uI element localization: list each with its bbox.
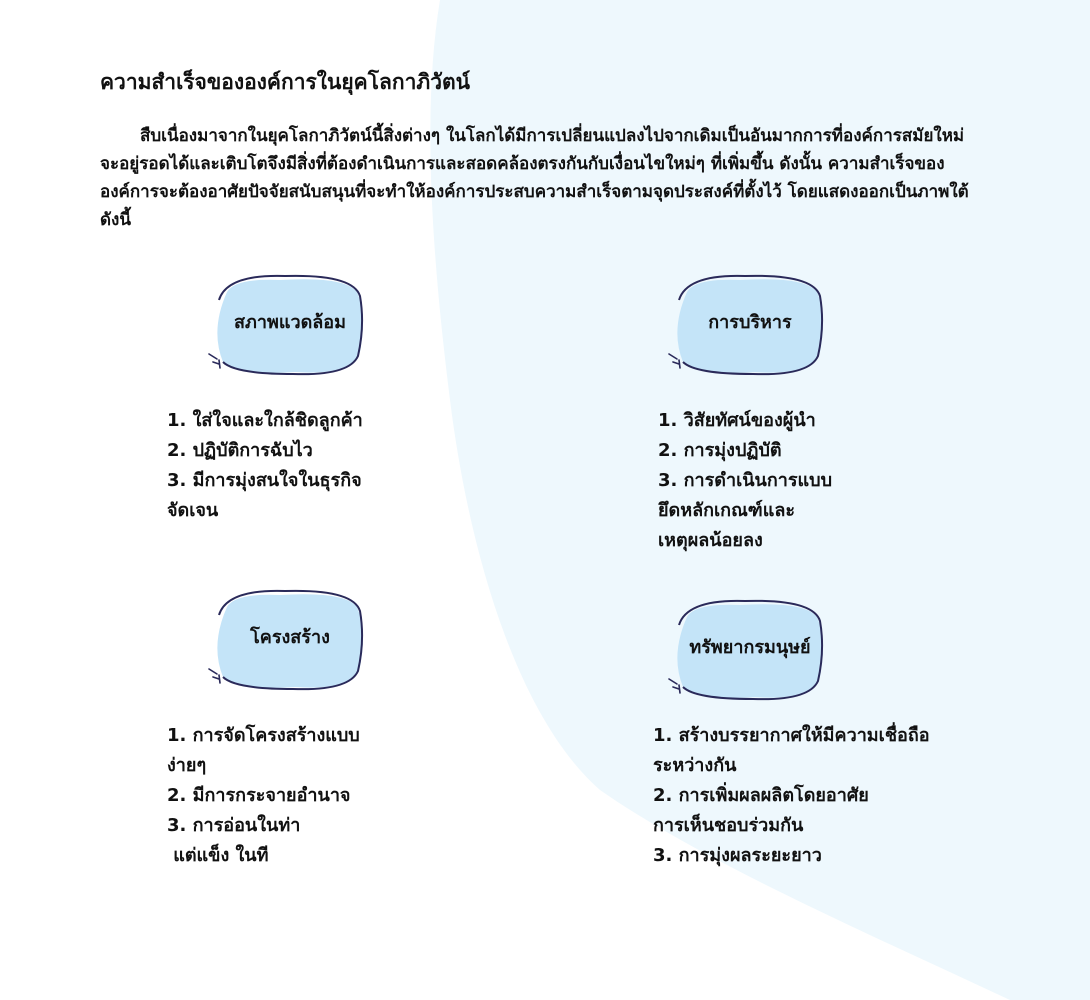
list-item: จัดเจน: [167, 500, 219, 521]
list-item: 2. การมุ่งปฏิบัติ: [658, 440, 782, 461]
environment-bubble: [205, 270, 365, 380]
list-item: 2. มีการกระจายอำนาจ: [167, 785, 351, 806]
structure-list: [167, 721, 360, 871]
list-item: 3. มีการมุ่งสนใจในธุรกิจ: [167, 470, 362, 491]
management-bubble: [665, 270, 825, 380]
list-item: 1. สร้างบรรยากาศให้มีความเชื่อถือ: [653, 725, 930, 746]
list-item: 1. ใส่ใจและใกล้ชิดลูกค้า: [167, 410, 363, 431]
management-list: [658, 406, 832, 556]
bubble-label: สภาพแวดล้อม: [234, 311, 346, 333]
page-title: ความสำเร็จขององค์การในยุคโลกาภิวัตน์: [100, 70, 471, 94]
bubble-label: ทรัพยากรมนุษย์: [689, 636, 811, 658]
list-item: 3. การดำเนินการแบบ: [658, 470, 832, 491]
list-item: ยึดหลักเกณฑ์และ: [658, 500, 796, 521]
structure-bubble: [205, 585, 365, 695]
list-item: แต่แข็ง ในที: [167, 845, 269, 866]
bubble-label: การบริหาร: [708, 311, 792, 333]
list-item: การเห็นชอบร่วมกัน: [653, 815, 804, 836]
bubble-label: โครงสร้าง: [250, 626, 330, 648]
intro-paragraph: สืบเนื่องมาจากในยุคโลกาภิวัตน์นี้สิ่งต่างๆ ในโลกได้มีการเปลี่ยนแปลงไปจากเดิมเป็นอันมากการที่องค์การสมัยใหม่จะอยู่รอดได้และเติบโตจึงมีสิ่งที่ต้องดำเนินการและสอดคล้องตรงกันกับเงื่อนไขใหม่ๆ ที่เพิ่มขึ้น ดังนั้น ความสำเร็จขององค์การจะต้องอาศัยปัจจัยสนับสนุนที่จะทำให้องค์การประสบความสำเร็จตามจุดประสงค์ที่ตั้งไว้ โดยแสดงออกเป็นภาพใต้ดังนี้: [100, 126, 969, 230]
list-item: 3. การอ่อนในท่า: [167, 815, 301, 836]
list-item: ง่ายๆ: [167, 755, 207, 776]
list-item: 3. การมุ่งผลระยะยาว: [653, 845, 822, 866]
list-item: 1. วิสัยทัศน์ของผู้นำ: [658, 410, 816, 431]
list-item: 2. ปฏิบัติการฉับไว: [167, 440, 313, 461]
list-item: ระหว่างกัน: [653, 755, 737, 776]
list-item: เหตุผลน้อยลง: [658, 530, 763, 551]
human-resources-list: [653, 721, 930, 871]
list-item: 1. การจัดโครงสร้างแบบ: [167, 725, 360, 746]
environment-list: [167, 406, 363, 526]
human-resources-bubble: [665, 595, 825, 705]
list-item: 2. การเพิ่มผลผลิตโดยอาศัย: [653, 785, 869, 806]
